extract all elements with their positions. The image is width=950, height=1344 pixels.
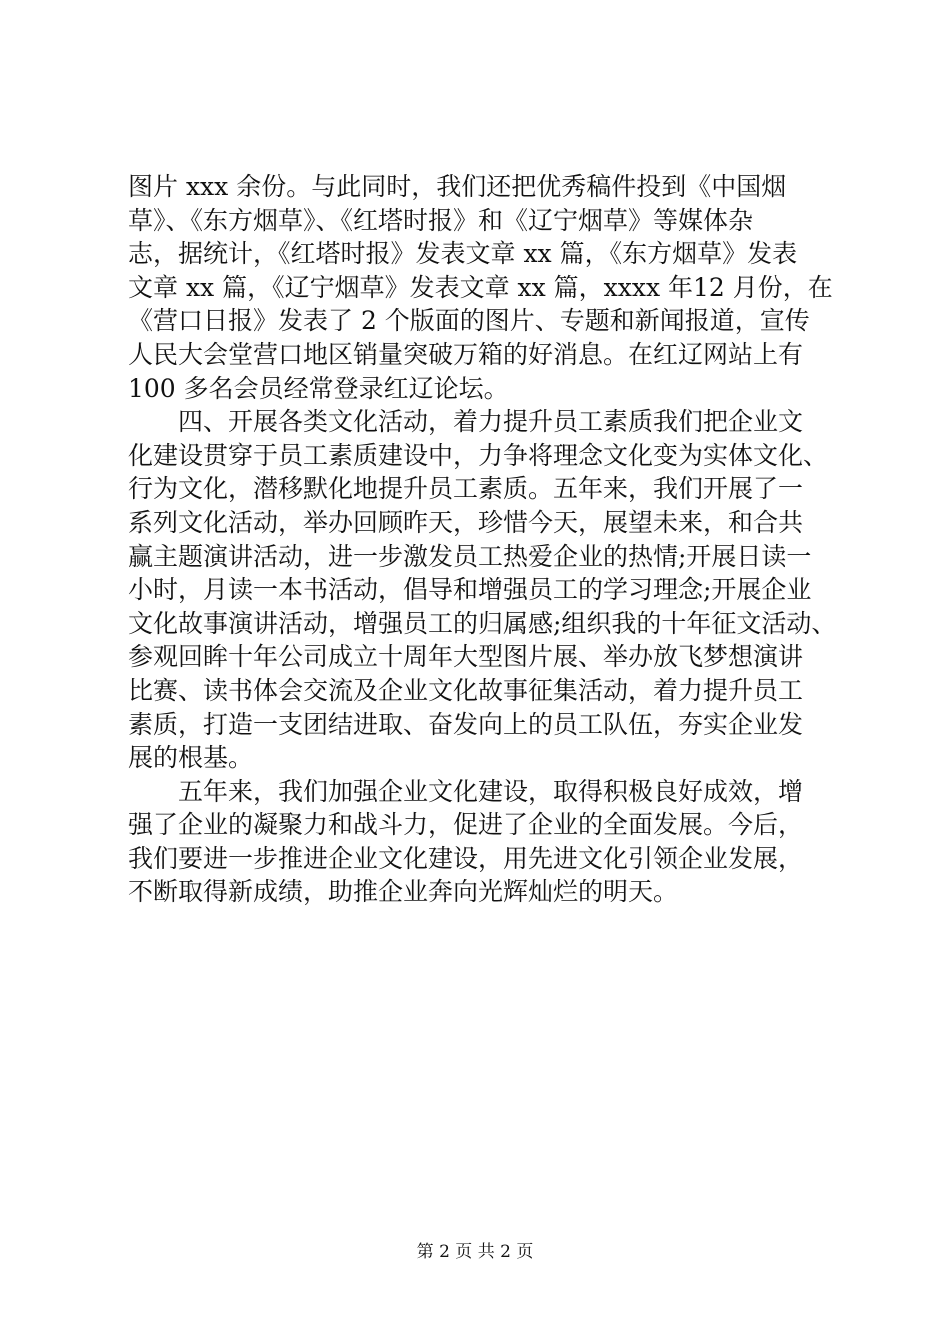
- text-line: 强了企业的凝聚力和战斗力，促进了企业的全面发展。今后，: [128, 810, 804, 840]
- body-text: [128, 170, 837, 909]
- text-line: 行为文化，潜移默化地提升员工素质。五年来，我们开展了一: [128, 474, 804, 504]
- text-line: 文章 xx 篇，《辽宁烟草》发表文章 xx 篇，xxxx 年12 月份，在: [128, 272, 833, 302]
- text-line: 人民大会堂营口地区销量突破万箱的好消息。在红辽网站上有: [128, 339, 804, 369]
- paragraph-start-line: 四、开展各类文化活动，着力提升员工素质我们把企业文: [178, 407, 804, 437]
- text-line: 小时，月读一本书活动，倡导和增强员工的学习理念;开展企业: [128, 575, 812, 605]
- text-line: 志，据统计，《红塔时报》发表文章 xx 篇，《东方烟草》发表: [128, 239, 798, 269]
- text-line: 草》、《东方烟草》、《红塔时报》和《辽宁烟草》等媒体杂: [128, 205, 754, 235]
- paragraph-start-line: 五年来，我们加强企业文化建设，取得积极良好成效，增: [178, 776, 804, 806]
- text-line: 化建设贯穿于员工素质建设中，力争将理念文化变为实体文化、: [128, 440, 829, 470]
- text-line: 我们要进一步推进企业文化建设，用先进文化引领企业发展，: [128, 843, 804, 873]
- text-line: 图片 xxx 余份。与此同时，我们还把优秀稿件投到《中国烟: [128, 172, 787, 201]
- text-line: 比赛、读书体会交流及企业文化故事征集活动，着力提升员工: [128, 675, 804, 705]
- text-line: 100 多名会员经常登录红辽论坛。: [128, 373, 509, 403]
- text-line: 展的根基。: [128, 743, 254, 773]
- text-line: 文化故事演讲活动，增强员工的归属感;组织我的十年征文活动、: [128, 608, 837, 638]
- text-line: 《营口日报》发表了 2 个版面的图片、专题和新闻报道，宣传: [128, 306, 810, 336]
- text-line: 不断取得新成绩，助推企业奔向光辉灿烂的明天。: [128, 877, 679, 907]
- text-line: 参观回眸十年公司成立十周年大型图片展、举办放飞梦想演讲: [128, 642, 804, 672]
- text-line: 系列文化活动，举办回顾昨天，珍惜今天，展望未来，和合共: [128, 507, 804, 537]
- page-number-footer: 第 2 页 共 2 页: [416, 1242, 534, 1262]
- text-line: 赢主题演讲活动，进一步激发员工热爱企业的热情;开展日读一: [128, 541, 812, 571]
- text-line: 素质，打造一支团结进取、奋发向上的员工队伍，夯实企业发: [128, 709, 804, 739]
